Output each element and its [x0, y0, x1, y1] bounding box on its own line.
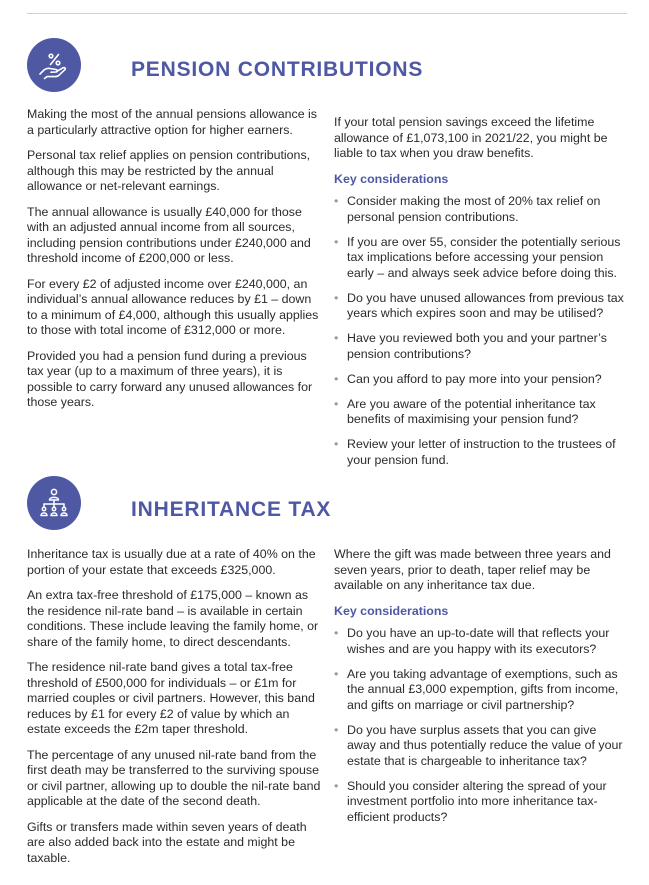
inheritance-paragraph: An extra tax-free threshold of £175,000 – known as the residence nil-rate band – is available in certain conditions. These include leaving the family home, or share of the family home, to direct descendants. [27, 588, 319, 649]
list-item: • Are you aware of the potential inheritance tax benefits of maximising your pension fund? [334, 397, 627, 428]
pension-paragraph: Provided you had a pension fund during a previous tax year (up to a maximum of three years), it is possible to carry forward any unused allowances for those years. [27, 348, 313, 409]
inheritance-right-column [334, 547, 627, 835]
pension-paragraph: The annual allowance is usually £40,000 for those with an adjusted annual income from all sources, including pension contributions under £240,000 and threshold income of £200,000 or less. [27, 204, 311, 265]
inheritance-paragraph: The residence nil-rate band gives a total tax-free threshold of £500,000 for individuals – or £1m for married couples or civil partners. However, this band reduces by £1 for every £2 of value by which an estate exceeds the £2m taper threshold. [27, 660, 315, 736]
pension-title: PENSION CONTRIBUTIONS [131, 58, 424, 81]
pension-left-column [27, 107, 324, 421]
list-item: • If you are over 55, consider the potentially serious tax implications before accessing your pension early – and always seek advice before doing this. [334, 235, 627, 282]
inheritance-paragraph: Gifts or transfers made within seven years of death are also added back into the estate and might be taxable. [27, 819, 307, 865]
percent-hand-icon [27, 38, 81, 92]
list-item: • Are you taking advantage of exemptions, such as the annual £3,000 expemption, gifts from income, and gifts on marriage or civil partnership? [334, 667, 627, 714]
family-tree-icon [27, 476, 81, 530]
top-divider [27, 13, 627, 14]
pension-paragraph: Making the most of the annual pensions allowance is a particularly attractive option for higher earners. [27, 107, 317, 137]
list-item: • Have you reviewed both you and your partner’s pension contributions? [334, 331, 627, 362]
inheritance-key-considerations-heading: Key considerations [334, 603, 449, 618]
pension-paragraph: For every £2 of adjusted income over £240,000, an individual’s annual allowance reduces by £1 – down to a minimum of £4,000, although this usually applies to those with total income of £312,000 or more. [27, 276, 319, 337]
pension-key-considerations-heading: Key considerations [334, 171, 449, 186]
pension-lifetime-paragraph: If your total pension savings exceed the lifetime allowance of £1,073,100 in 2021/22, you might be liable to tax when you draw benefits. [334, 115, 608, 160]
pension-key-considerations-list [334, 194, 627, 468]
inheritance-paragraph: The percentage of any unused nil-rate band from the first death may be transferred to the surviving spouse or civil partner, allowing up to double the nil-rate band applicable at the date of the second death. [27, 747, 321, 808]
inheritance-paragraph: Inheritance tax is usually due at a rate of 40% on the portion of your estate that exceeds £325,000. [27, 547, 316, 577]
pension-right-column [334, 115, 627, 478]
pension-paragraph: Personal tax relief applies on pension contributions, although this may be restricted by the annual allowance or net-relevant earnings. [27, 148, 311, 193]
inheritance-taper-paragraph: Where the gift was made between three years and seven years, prior to death, taper relief may be available on any inheritance tax due. [334, 547, 611, 592]
list-item: • Can you afford to pay more into your pension? [334, 372, 627, 388]
inheritance-key-considerations-list [334, 626, 627, 825]
list-item: • Consider making the most of 20% tax relief on personal pension contributions. [334, 194, 627, 225]
list-item: • Do you have unused allowances from previous tax years which expires soon and may be utilised? [334, 291, 627, 322]
inheritance-left-column [27, 547, 324, 876]
inheritance-title: INHERITANCE TAX [131, 498, 332, 521]
list-item: • Do you have surplus assets that you can give away and thus potentially reduce the value of your estate that is chargeable to inheritance tax? [334, 723, 627, 770]
list-item: • Do you have an up-to-date will that reflects your wishes and are you happy with its executors? [334, 626, 627, 657]
list-item: • Should you consider altering the spread of your investment portfolio into more inheritance tax-efficient products? [334, 779, 627, 826]
list-item: • Review your letter of instruction to the trustees of your pension fund. [334, 437, 627, 468]
